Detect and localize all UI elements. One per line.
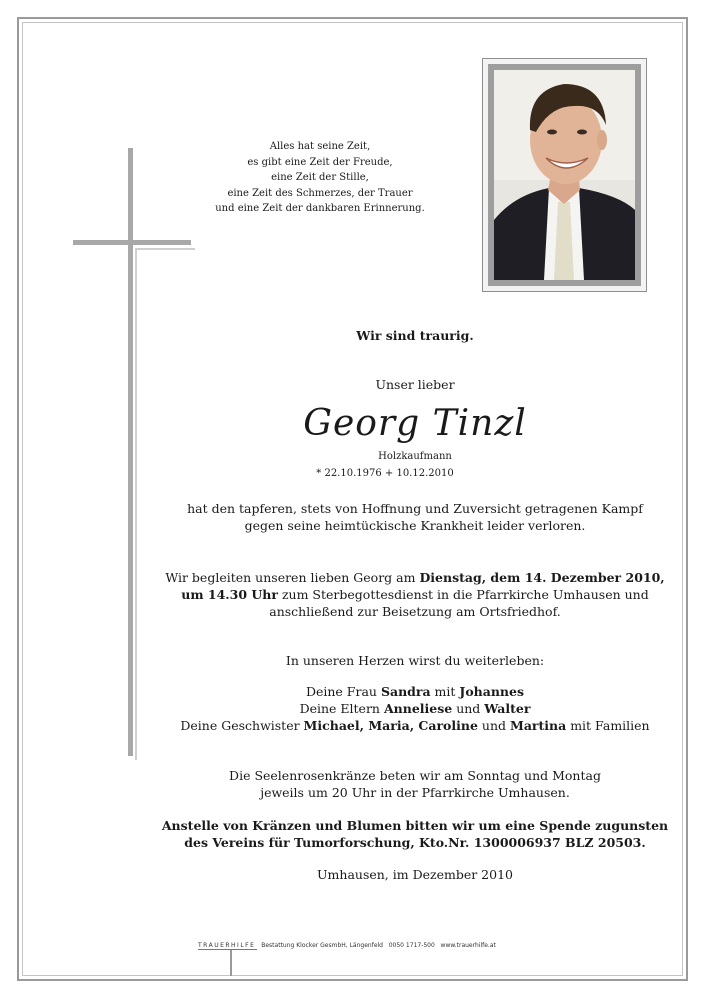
intro-text: Unser lieber xyxy=(375,377,455,392)
trauerhilfe-logo: TRAUERHILFE xyxy=(198,942,256,949)
hearts-text: In unseren Herzen wirst du weiterleben: xyxy=(285,653,545,668)
statement-line: hat den tapferen, stets von Hoffnung und Zuversicht getragenen Kampf xyxy=(187,501,643,516)
poem-line: es gibt eine Zeit der Freude, xyxy=(247,156,393,168)
funeral-time: um 14.30 Uhr xyxy=(181,587,278,602)
footer xyxy=(198,942,496,949)
footer-company: Bestattung Klocker GesmbH, Längenfeld xyxy=(261,942,383,949)
portrait-photo xyxy=(494,70,635,280)
life-dates: * 22.10.1976 + 10.12.2010 xyxy=(316,468,454,479)
portrait-frame xyxy=(482,58,647,292)
rosary-info: Die Seelenrosenkränze beten wir am Sonntag und Montag jeweils um 20 Uhr in der Pfarrkirche Umhausen. xyxy=(229,768,601,800)
poem-line: Alles hat seine Zeit, xyxy=(269,141,371,152)
funeral-text: zum Sterbegottesdienst in die Pfarrkirche Umhausen und xyxy=(278,587,649,602)
footer-website[interactable]: www.trauerhilfe.at xyxy=(440,942,496,949)
poem xyxy=(215,139,425,217)
statement-line: gegen seine heimtückische Krankheit leider verloren. xyxy=(244,518,586,533)
funeral-info xyxy=(150,569,680,620)
donation-info: Anstelle von Kränzen und Blumen bitten wir um eine Spende zugunsten des Vereins für Tumorforschung, Kto.Nr. 1300006937 BLZ 20503. xyxy=(161,818,669,850)
place-date: Umhausen, im Dezember 2010 xyxy=(317,867,513,882)
funeral-text: anschließend zur Beisetzung am Ortsfriedhof. xyxy=(269,604,561,619)
deceased-name: Georg Tinzl xyxy=(303,403,527,444)
poem-line: und eine Zeit der dankbaren Erinnerung. xyxy=(215,203,425,214)
poem-line: eine Zeit des Schmerzes, der Trauer xyxy=(227,187,413,199)
heading: Wir sind traurig. xyxy=(356,328,474,343)
footer-divider xyxy=(230,950,232,976)
funeral-date: Dienstag, dem 14. Dezember 2010, xyxy=(419,570,665,585)
poem-line: eine Zeit der Stille, xyxy=(271,172,369,183)
footer-phone: 0050 1717-500 xyxy=(388,942,435,949)
profession: Holzkaufmann xyxy=(378,451,452,462)
funeral-text: Wir begleiten unseren lieben Georg am xyxy=(165,570,420,585)
statement xyxy=(150,500,680,534)
family: Deine Frau Sandra mit Johannes Deine Eltern Anneliese und Walter Deine Geschwister Michael, Maria, Caroline und Martina mit Familien xyxy=(180,684,650,733)
